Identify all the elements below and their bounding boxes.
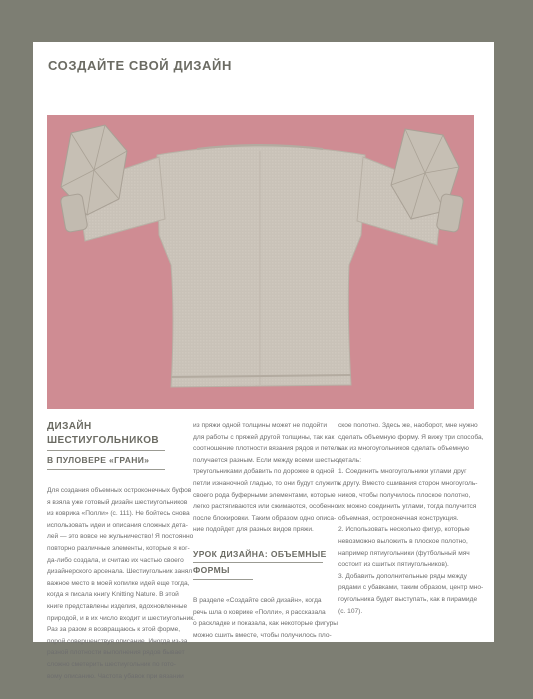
text-line: получается разным. Если между всеми шестью <box>193 456 339 464</box>
text-line: дизайнерского арсенала. Шестиугольник занял <box>47 568 193 576</box>
text-line: сделать объемную форму. Я вижу три способа, <box>338 433 484 441</box>
text-line: 1. Соединить многоугольники углами друг <box>338 468 467 476</box>
text-line: речь шла о коврике «Полли», я рассказала <box>193 608 326 616</box>
text-line: легко растягиваются или сжимаются, особенно <box>193 503 339 511</box>
text-line: из коврика «Полли» (с. 111). Не бойтесь снова <box>47 510 190 518</box>
lesson-rule <box>193 562 323 563</box>
text-line: из пряжи одной толщины может не подойти <box>193 422 327 429</box>
text-line: для работы с пряжей другой толщины, так как <box>193 433 335 441</box>
text-line: их можно соединить углами, тогда получится <box>338 503 477 511</box>
text-line: природой, и в их число входит и шестиугольник. <box>47 614 195 622</box>
text-line: разной плотности выполнения рядов бывает <box>47 649 185 657</box>
text-line: объемная, остроконечная конструкция. <box>338 514 459 522</box>
body-paragraph <box>47 485 195 682</box>
text-line: состоит из сшитых пятиугольников). <box>338 561 449 569</box>
text-line: о раскладке и показала, как некоторые фигуры <box>193 620 339 628</box>
text-line: 2. Использовать несколько фигур, которые <box>338 526 470 534</box>
magazine-page <box>33 42 494 680</box>
text-line: В разделе «Создайте свой дизайн», когда <box>193 596 322 604</box>
text-line: к другу. Вместо сшивания сторон многоуголь- <box>338 479 478 487</box>
text-line: после блокировки. Таким образом одно описа- <box>193 514 337 522</box>
text-line: важное место в моей копилке идей еще тогда, <box>47 579 190 587</box>
article-title: ДИЗАЙН ШЕСТИУГОЛЬНИКОВ <box>47 421 159 446</box>
text-line: я взяла уже готовый дизайн шестиугольников <box>47 498 188 506</box>
text-line: Для создания объемных остроконечных буфов <box>47 487 192 494</box>
text-line: ние подойдет для разных видов пряжи. <box>193 526 314 534</box>
text-line: сложно сметерить шестиугольник по гото- <box>47 660 176 668</box>
text-line: петли изнаночной гладью, то они будут служить <box>193 479 341 487</box>
body-paragraph <box>193 420 342 536</box>
sweater-illustration <box>47 115 474 409</box>
body-paragraph <box>193 595 339 641</box>
subtitle-rule <box>47 469 165 470</box>
text-line: когда я писала книгу Knitting Nature. В этой <box>47 591 179 599</box>
text-line: гоугольника будет выступать, как в пирамиде <box>338 595 478 603</box>
text-line: ское полотно. Здесь же, наоборот, мне нужно <box>338 422 478 429</box>
text-line: да-либо создала, и считаю их частью своего <box>47 556 184 564</box>
body-paragraph <box>338 420 484 617</box>
text-line: Раз за разом я возвращаюсь к этой форме, <box>47 626 181 634</box>
text-line: использовать идеи и описания сложных дета- <box>47 521 188 529</box>
lesson-title-line-1: УРОК ДИЗАЙНА: ОБЪЕМНЫЕ <box>193 548 327 559</box>
text-line: как из многоугольников сделать объемную <box>338 445 469 453</box>
text-line: треугольниками добавить по дорожке в одной <box>193 468 335 476</box>
text-line: своего рода буферными элементами, которые <box>193 491 336 499</box>
text-line: можно сшить вместе, чтобы получилось пло- <box>193 631 332 639</box>
text-column-1 <box>47 420 195 682</box>
page-header: СОЗДАЙТЕ СВОЙ ДИЗАЙН <box>48 58 232 73</box>
text-column-2 <box>193 420 342 641</box>
title-rule <box>47 450 165 451</box>
text-line: ников, чтобы получилось плоское полотно, <box>338 491 471 499</box>
lesson-rule-2 <box>193 579 253 580</box>
text-line: 3. Добавить дополнительные ряды между <box>338 572 467 580</box>
lesson-title-line-2: ФОРМЫ <box>193 564 230 575</box>
text-line: книге представлены изделия, вдохновленные <box>47 602 188 610</box>
text-line: соотношение плотности вязания рядов и петель <box>193 445 342 453</box>
text-line: невозможно выложить в плоское полотно, <box>338 537 468 545</box>
text-line: порой совершенствуя описание. Иногда из-за <box>47 637 188 645</box>
text-line: например пятиугольники (футбольный мяч <box>338 549 470 557</box>
text-line: деталь: <box>338 456 362 464</box>
article-subtitle: В ПУЛОВЕРЕ «ГРАНИ» <box>47 455 150 465</box>
text-line: вому описанию. Частота убавок при вязании <box>47 672 184 680</box>
text-line: лей — это вовсе не жульничество! Я постоянно <box>47 533 194 541</box>
sweater-photo <box>47 115 474 409</box>
text-column-3 <box>338 420 484 617</box>
text-line: рядами с убавками, таким образом, центр мно- <box>338 584 484 592</box>
text-line: (с. 107). <box>338 607 363 615</box>
text-line: повторно различные элементы, которые я ког- <box>47 544 190 552</box>
